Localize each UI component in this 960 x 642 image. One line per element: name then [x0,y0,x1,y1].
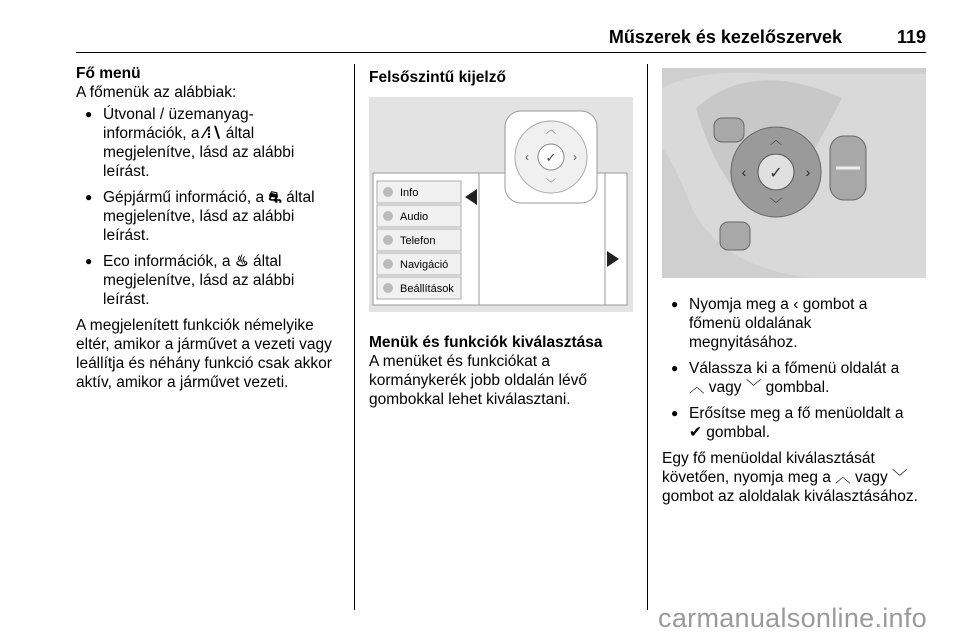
menu-item-phone: Telefon [400,235,436,247]
main-menu-paragraph: A megjelenített funkciók némelyike eltér, amikor a járművet a vezeti vagy leállítja és néhány funkció csak akkor aktív, amikor a járművet vezeti. [76,317,332,391]
column-main-menu [76,64,346,392]
control-pad-icon [731,127,821,217]
trip-fuel-icon: ⁄⁞∖ [203,125,222,142]
svg-text:﹀: ﹀ [769,197,783,211]
bullet-line: megjelenítve, lásd az alábbi [103,208,295,225]
voice-button-icon [714,118,744,142]
selection-paragraph: A menüket és funkciókat a kormánykerék jobb oldalán lévő gombokkal lehet kiválasztani. [369,353,587,408]
bullet-line: ● Eco információk, a ♨ által [103,253,282,270]
header-rule [76,52,926,53]
svg-text:‹: ‹ [525,150,529,164]
steering-wheel-illustration [662,68,926,278]
main-menu-heading: Fő menü [76,65,141,82]
svg-text:›: › [805,164,811,180]
list-item [76,105,346,181]
list-item [76,252,346,309]
bullet-line: megjelenítve, lásd az alábbi [103,144,295,161]
bullet-line: ● Útvonal / üzemanyag- [103,106,254,123]
display-illustration [369,97,635,317]
eco-info-icon: ♨ [234,253,249,270]
column-top-display [369,68,635,409]
list-item: ● Erősítse meg a fő menüoldalt a ✔ gombbal. [662,404,926,442]
control-pad-icon [505,111,597,203]
bullet-line: megjelenítve, lásd az alábbi [103,272,295,289]
menu-item-settings: Beállítások [400,283,454,295]
column-divider-1 [354,64,355,610]
bullet-line: leírást. [103,227,150,244]
main-menu-list [76,105,346,309]
steering-steps [662,295,926,442]
svg-text:✓: ✓ [769,165,783,182]
watermark: carmanualsonline.info [658,603,927,633]
main-menu-intro: A főmenük az alábbiak: [76,84,237,101]
menu-item-info: Info [400,187,419,199]
svg-text:›: › [573,150,577,164]
bullet-line: leírást. [103,291,150,308]
list-item: ● Válassza ki a főmenü oldalát a ︿ vagy ﹀ gombbal. [662,359,926,397]
svg-text:‹: ‹ [741,164,747,180]
list-item [76,188,346,245]
page-header [76,22,926,52]
bullet-line: ● Gépjármű információ, a ⛐ által [103,189,315,206]
section-title: Műszerek és kezelőszervek [608,27,842,47]
svg-text:︿: ︿ [769,133,783,147]
menu-list [377,181,461,299]
selection-heading: Menük és funkciók kiválasztása [369,334,603,351]
svg-text:✓: ✓ [545,150,557,165]
bullet-line: leírást. [103,163,150,180]
phone-button-icon [720,222,750,250]
bullet-line: információk, a ⁄⁞∖ által [103,125,255,142]
display-figure [369,97,633,312]
list-item: ● Nyomja meg a ‹ gombot a főmenü oldalának megnyitásához. [662,295,926,352]
column-divider-2 [647,64,648,610]
column-steering-controls [662,68,926,506]
page-number: 119 [896,27,926,47]
svg-text:﹀: ﹀ [546,179,556,190]
svg-text:︿: ︿ [546,125,556,136]
vehicle-info-icon: ⛐ [268,189,282,206]
submenu-paragraph: Egy fő menüoldal kiválasztását követően, nyomja meg a ︿ vagy ﹀ gombot az aloldalak kiválasztásához. [662,450,918,505]
menu-item-navigation: Navigáció [400,259,449,271]
top-display-heading: Felsőszintű kijelző [369,69,506,86]
menu-item-audio: Audio [400,211,429,223]
